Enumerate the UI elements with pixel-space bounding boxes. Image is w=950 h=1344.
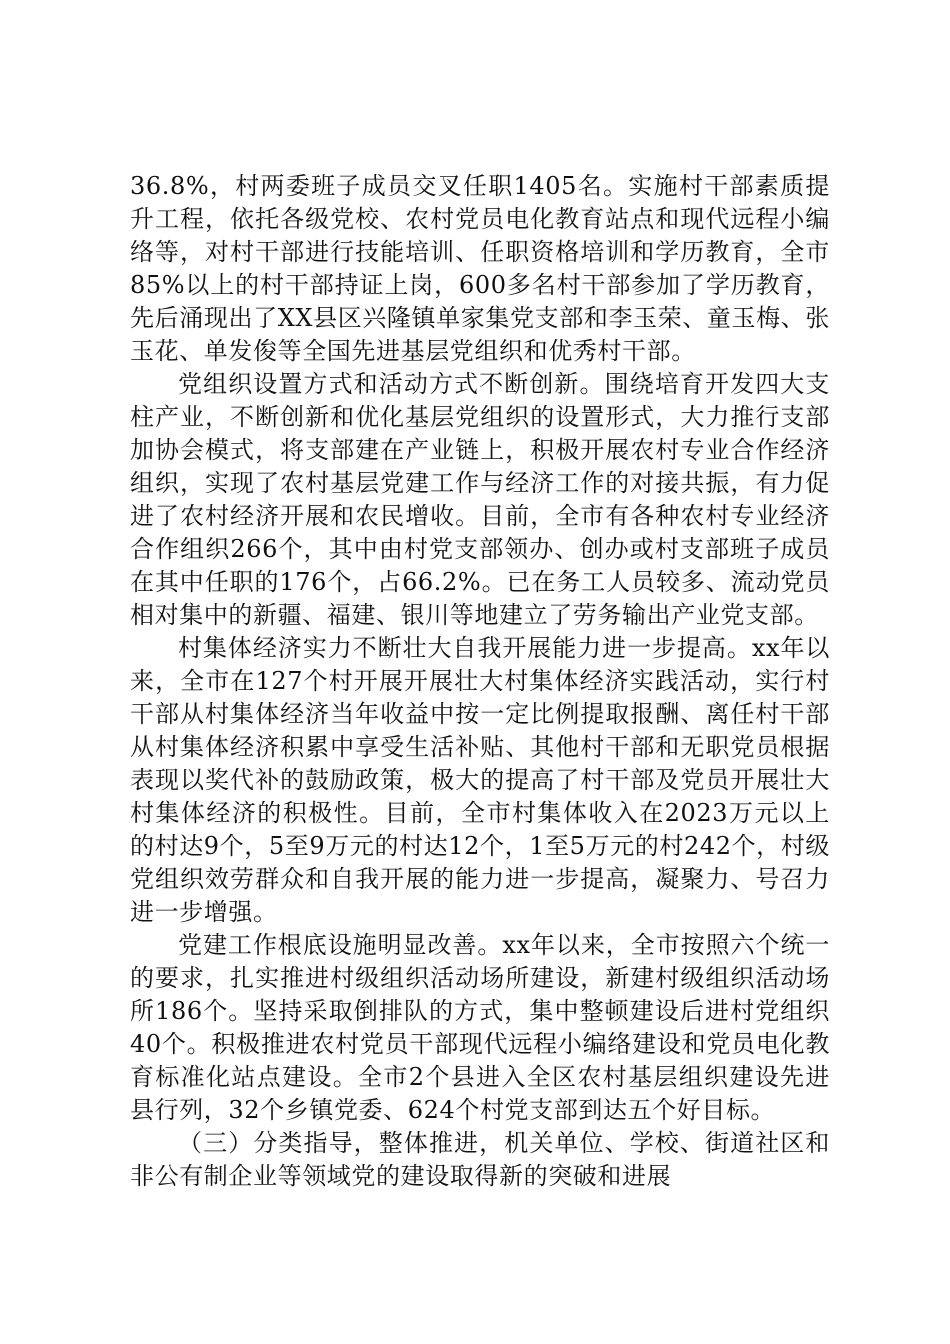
paragraph-party-organization-innovation: 党组织设置方式和活动方式不断创新。围绕培育开发四大支柱产业，不断创新和优化基层党组织的设置形式，大力推行支部加协会模式，将支部建在产业链上，积极开展农村专业合作经济组织，实现了农村基层党建工作与经济工作的对接共振，有力促进了农村经济开展和农民增收。目前，全市有各种农村专业经济合作组织266个，其中由村党支部领办、创办或村支部班子成员在其中任职的176个，占66.2%。已在务工人员较多、流动党员相对集中的新疆、福建、银川等地建立了劳务输出产业党支部。 (130, 370, 830, 629)
paragraph-infrastructure-improvement: 党建工作根底设施明显改善。xx年以来，全市按照六个统一的要求，扎实推进村级组织活动场所建设，新建村级组织活动场所186个。坚持采取倒排队的方式，集中整顿建设后进村党组织40个。积极推进农村党员干部现代远程小编络建设和党员电化教育标准化站点建设。全市2个县进入全区农村基层组织建设先进县行列，32个乡镇党委、624个村党支部到达五个好目标。 (130, 931, 830, 1124)
document-body (130, 170, 830, 1193)
paragraph-collective-economy: 村集体经济实力不断壮大自我开展能力进一步提高。xx年以来，全市在127个村开展开展壮大村集体经济实践活动，实行村干部从村集体经济当年收益中按一定比例提取报酬、离任村干部从村集体经济积累中享受生活补贴、其他村干部和无职党员根据表现以奖代补的鼓励政策，极大的提高了村干部及党员开展壮大村集体经济的积极性。目前，全市村集体收入在2023万元以上的村达9个，5至9万元的村达12个，1至5万元的村242个，村级党组织效劳群众和自我开展的能力进一步提高，凝聚力、号召力进一步增强。 (130, 634, 830, 926)
paragraph-village-cadre-training: 36.8%，村两委班子成员交叉任职1405名。实施村干部素质提升工程，依托各级党校、农村党员电化教育站点和现代远程小编络等，对村干部进行技能培训、任职资格培训和学历教育，全市85%以上的村干部持证上岗，600多名村干部参加了学历教育，先后涌现出了XX县区兴隆镇单家集党支部和李玉荣、童玉梅、张玉花、单发俊等全国先进基层党组织和优秀村干部。 (130, 172, 830, 365)
section-heading-classified-guidance: （三）分类指导，整体推进，机关单位、学校、街道社区和非公有制企业等领域党的建设取得新的突破和进展 (130, 1129, 830, 1190)
